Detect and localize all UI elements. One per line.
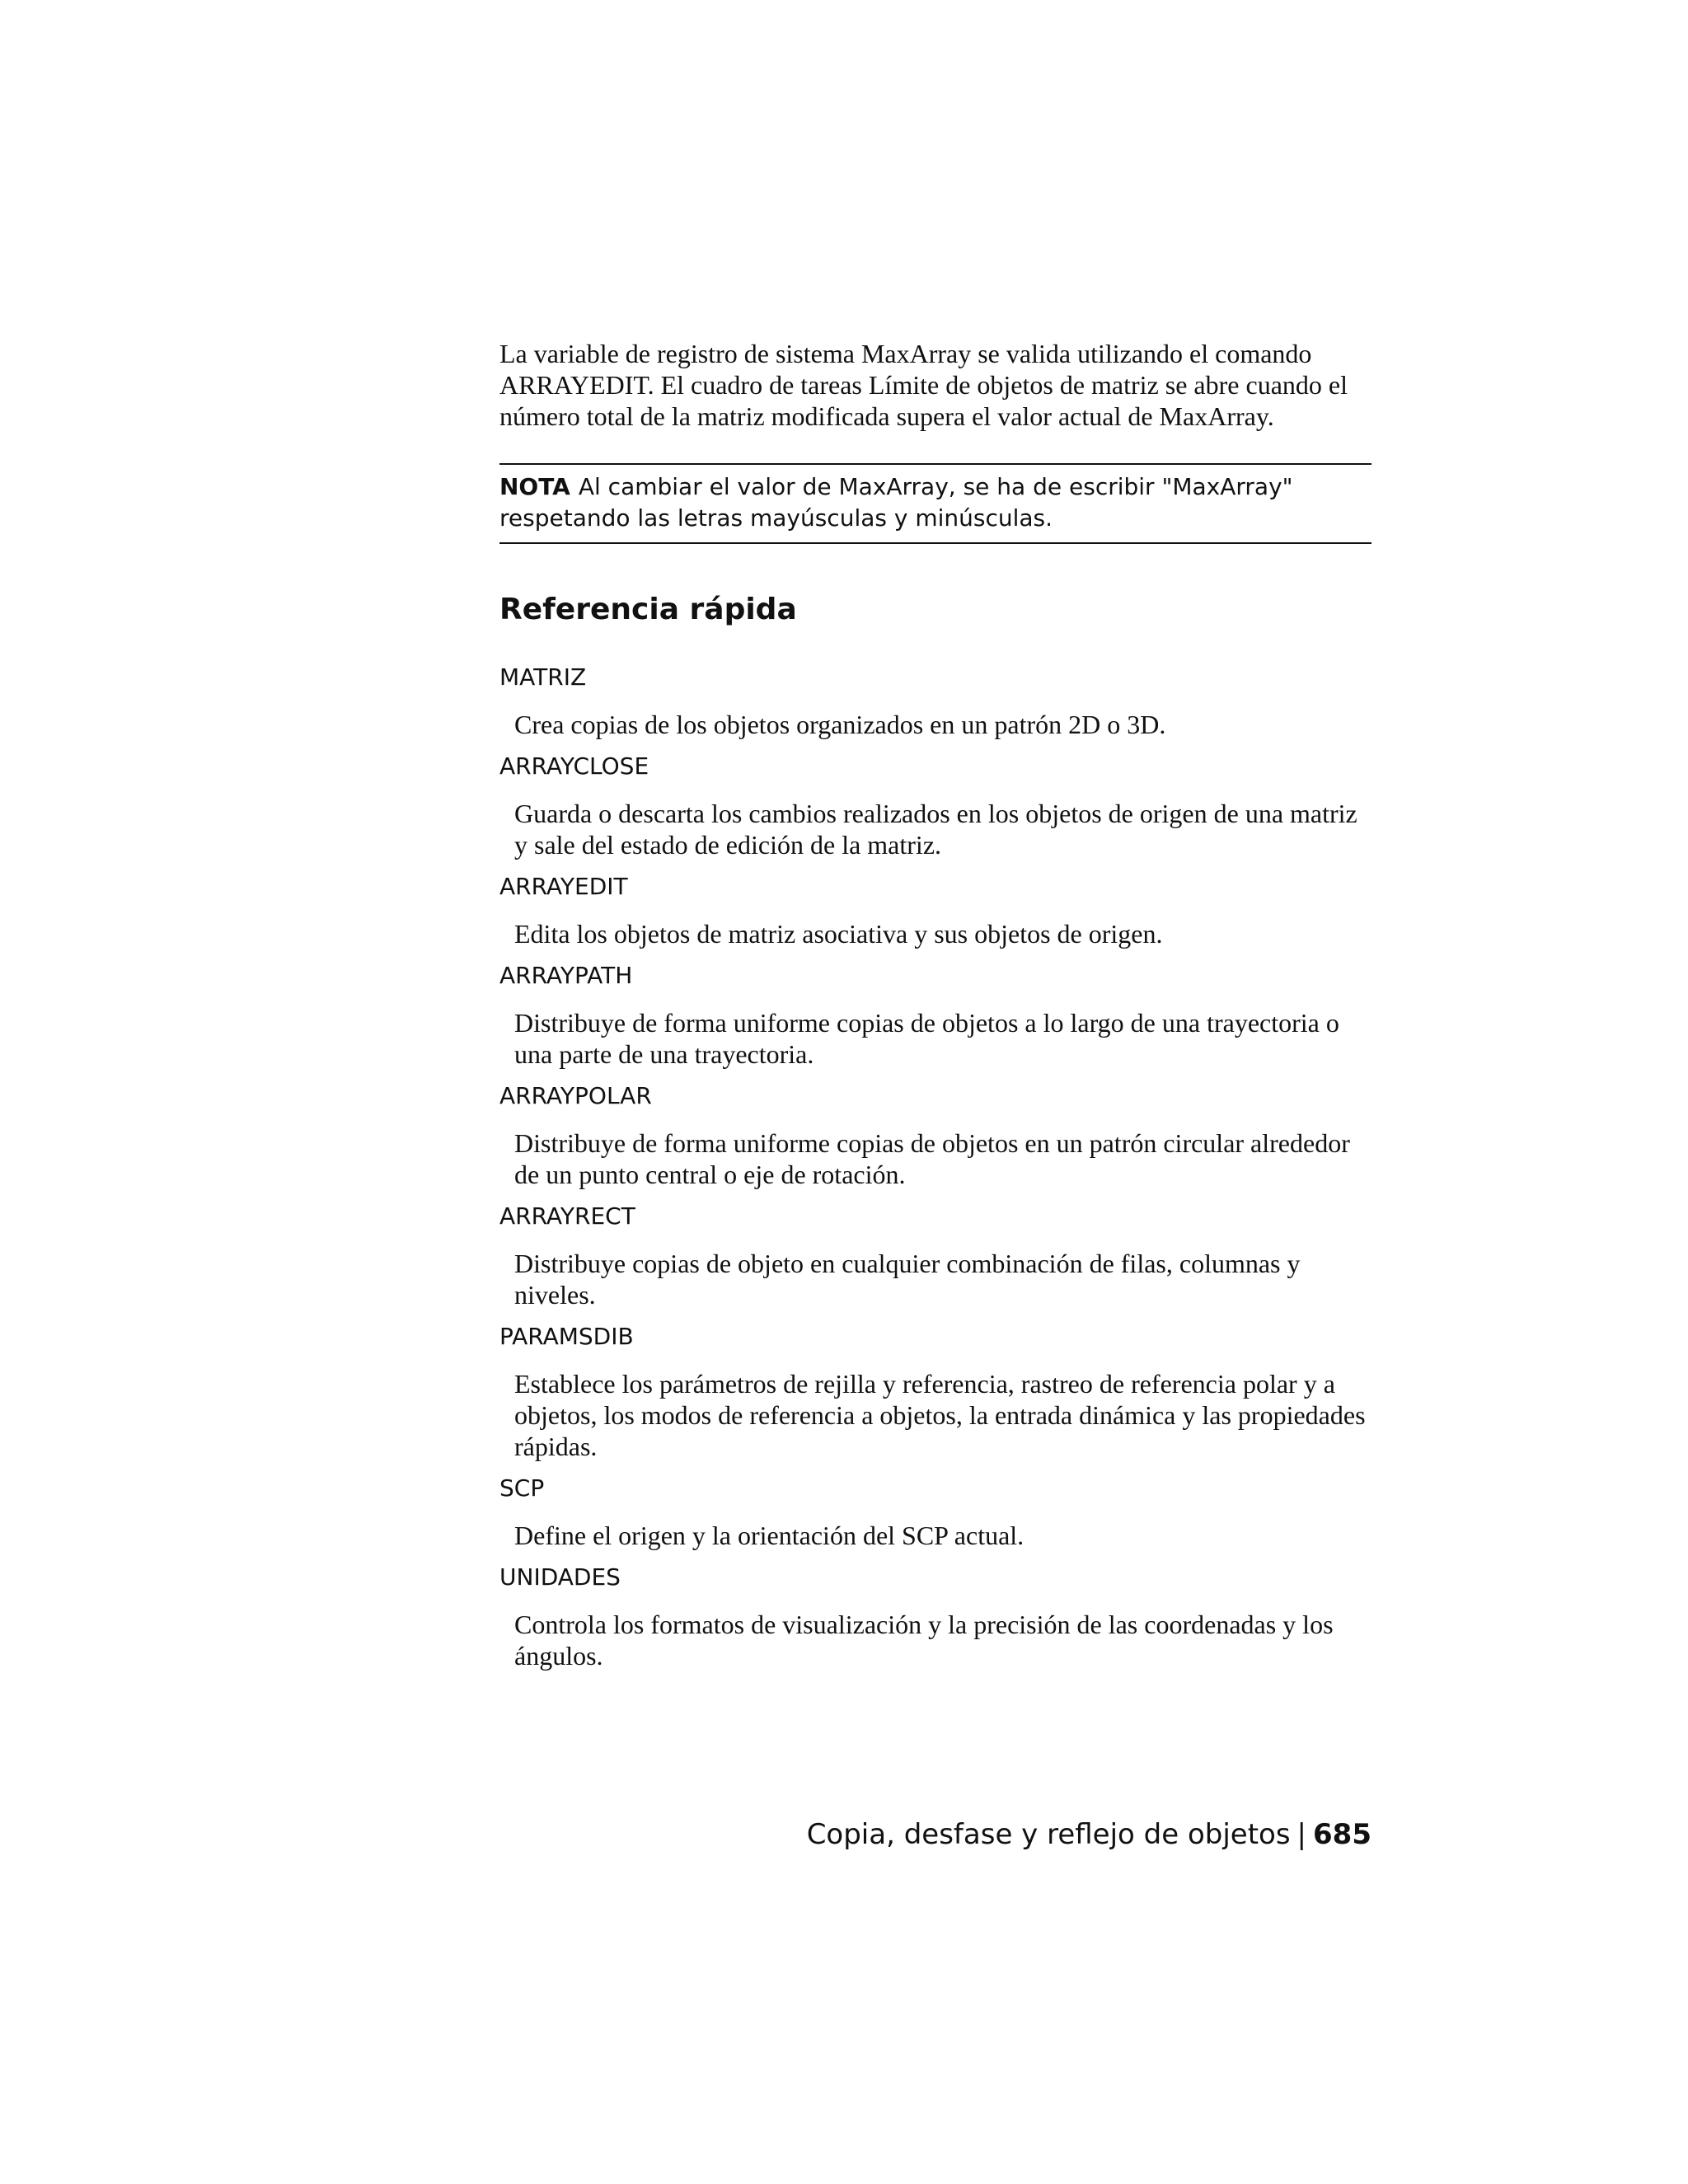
- command-description: Controla los formatos de visualización y la precisión de las coordenadas y los ángulos.: [514, 1610, 1334, 1671]
- command-item: [499, 1081, 1372, 1190]
- intro-paragraph: La variable de registro de sistema MaxArray se valida utilizando el comando ARRAYEDIT. El cuadro de tareas Límite de objetos de matriz se abre cuando el número total de la matriz modificada supera el valor actual de MaxArray.: [499, 339, 1348, 431]
- command-item: [499, 1202, 1372, 1310]
- command-item: [499, 752, 1372, 860]
- note-text: Al cambiar el valor de MaxArray, se ha de escribir "MaxArray" respetando las letras mayúsculas y minúsculas.: [499, 473, 1293, 532]
- command-item: [499, 1474, 1372, 1551]
- page-content: [499, 338, 1372, 1683]
- command-name: ARRAYRECT: [499, 1202, 635, 1230]
- page-number: 685: [1313, 1818, 1372, 1851]
- command-description: Distribuye de forma uniforme copias de objetos en un patrón circular alrededor de un punto central o eje de rotación.: [514, 1128, 1350, 1189]
- note-box: [499, 463, 1372, 544]
- command-description: Define el origen y la orientación del SCP actual.: [514, 1521, 1025, 1550]
- command-item: [499, 961, 1372, 1070]
- chapter-title: Copia, desfase y reflejo de objetos: [806, 1818, 1291, 1851]
- command-item: [499, 1563, 1372, 1671]
- command-name: MATRIZ: [499, 663, 587, 691]
- command-item: [499, 663, 1372, 740]
- command-name: UNIDADES: [499, 1563, 621, 1591]
- command-description: Edita los objetos de matriz asociativa y sus objetos de origen.: [514, 919, 1163, 949]
- command-name: ARRAYPATH: [499, 962, 633, 989]
- command-name: ARRAYEDIT: [499, 873, 628, 900]
- command-name: PARAMSDIB: [499, 1323, 634, 1350]
- command-item: [499, 1322, 1372, 1462]
- command-item: [499, 872, 1372, 949]
- command-description: Establece los parámetros de rejilla y referencia, rastreo de referencia polar y a objetos, los modos de referencia a objetos, la entrada dinámica y las propiedades rápidas.: [514, 1369, 1366, 1461]
- command-name: ARRAYPOLAR: [499, 1082, 652, 1109]
- command-description: Distribuye copias de objeto en cualquier combinación de filas, columnas y niveles.: [514, 1249, 1301, 1310]
- page-footer: [499, 1816, 1372, 1853]
- note-label: NOTA: [499, 473, 570, 500]
- command-name: ARRAYCLOSE: [499, 752, 649, 780]
- command-description: Crea copias de los objetos organizados en un patrón 2D o 3D.: [514, 710, 1166, 739]
- section-title: Referencia rápida: [499, 593, 797, 626]
- command-list: [499, 663, 1372, 1671]
- footer-separator: |: [1296, 1818, 1307, 1851]
- command-description: Guarda o descarta los cambios realizados en los objetos de origen de una matriz y sale del estado de edición de la matriz.: [514, 799, 1357, 860]
- command-description: Distribuye de forma uniforme copias de objetos a lo largo de una trayectoria o una parte de una trayectoria.: [514, 1008, 1339, 1069]
- command-name: SCP: [499, 1474, 545, 1502]
